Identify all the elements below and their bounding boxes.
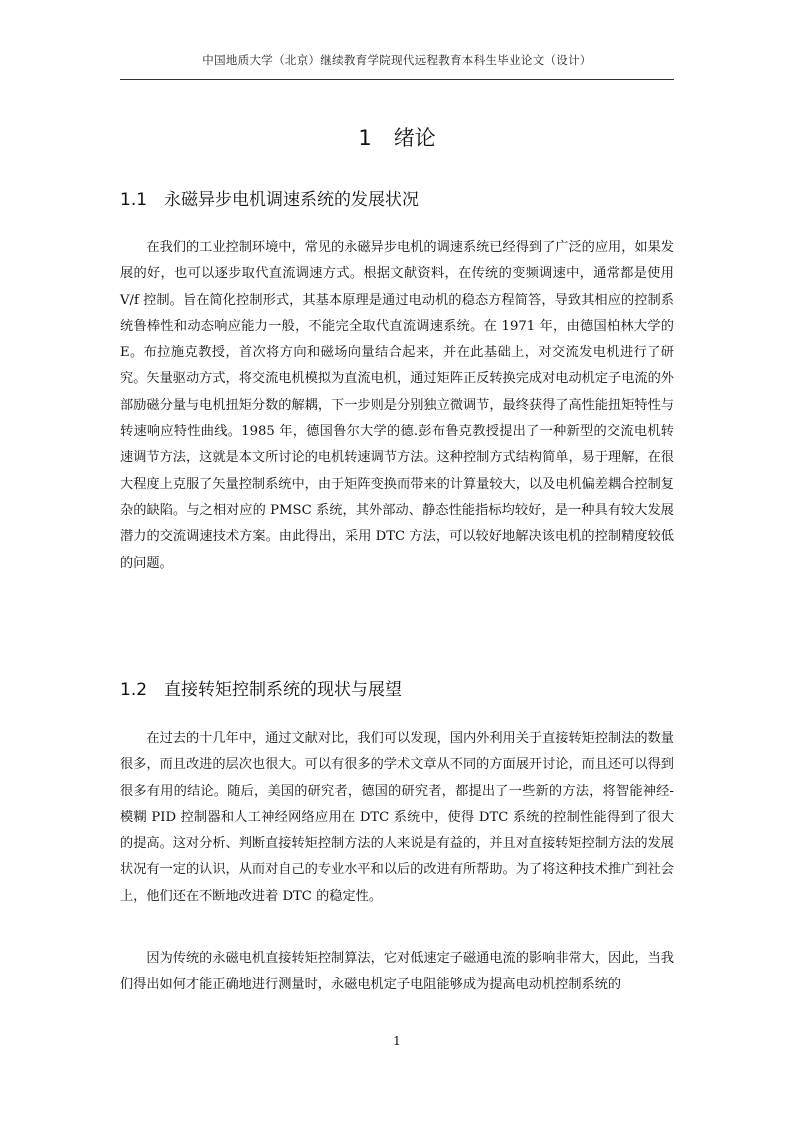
header-rule <box>120 79 674 80</box>
section-number: 1.2 <box>120 680 148 700</box>
section-heading-1-2 <box>120 675 402 700</box>
body-paragraph: 因为传统的永磁电机直接转矩控制算法，它对低速定子磁通电流的影响非常大，因此，当我们得出如何才能正确地进行测量时，永磁电机定子电阻能够成为提高电动机控制系统的 <box>120 951 674 993</box>
page-number: 1 <box>393 1034 401 1048</box>
section-number: 1.1 <box>120 190 148 210</box>
section-title-text: 直接转矩控制系统的现状与展望 <box>164 680 402 700</box>
section-title-text: 永磁异步电机调速系统的发展状况 <box>164 190 419 210</box>
chapter-number: 1 <box>358 126 372 150</box>
running-header: 中国地质大学（北京）继续教育学院现代远程教育本科生毕业论文（设计） <box>202 53 592 67</box>
section-heading-1-1 <box>120 185 419 210</box>
body-paragraph: 在我们的工业控制环境中，常见的永磁异步电机的调速系统已经得到了广泛的应用，如果发展的好，也可以逐步取代直流调速方式。根据文献资料，在传统的变频调速中，通常都是使用 V/f 控制。旨在简化控制形式，其基本原理是通过电动机的稳态方程简答，导致其相应的控制系统鲁棒性和动态响应能力一般，不能完全取代直流调速系统。在 1971 年，由德国柏林大学的 E。布拉施克教授，首次将方向和磁场向量结合起来，并在此基础上，对交流发电机进行了研究。矢量驱动方式，将交流电机模拟为直流电机，通过矩阵正反转换完成对电动机定子电流的外部励磁分量与电机扭矩分数的解耦，下一步则是分别独立微调节，最终获得了高性能扭矩特性与转速响应特性曲线。1985 年，德国鲁尔大学的德.彭布鲁克教授提出了一种新型的交流电机转速调节方法，这就是本文所讨论的电机转速调节方法。这种控制方式结构简单，易于理解，在很大程度上克服了矢量控制系统中，由于矩阵变换而带来的计算量较大，以及电机偏差耦合控制复杂的缺陷。与之相对应的 PMSC 系统，其外部动、静态性能指标均较好，是一种具有较大发展潜力的交流调速技术方案。由此得出，采用 DTC 方法，可以较好地解决该电机的控制精度较低的问题。 <box>120 240 674 571</box>
body-paragraph: 在过去的十几年中，通过文献对比，我们可以发现，国内外利用关于直接转矩控制法的数量很多，而且改进的层次也很大。可以有很多的学术文章从不同的方面展开讨论，而且还可以得到很多有用的结论。随后，美国的研究者，德国的研究者，都提出了一些新的方法，将智能神经-模糊 PID 控制器和人工神经网络应用在 DTC 系统中，使得 DTC 系统的控制性能得到了很大的提高。这对分析、判断直接转矩控制方法的人来说是有益的，并且对直接转矩控制方法的发展状况有一定的认识，从而对自己的专业水平和以后的改进有所帮助。为了将这种技术推广到社会上，他们还在不断地改进着 DTC 的稳定性。 <box>120 731 674 904</box>
chapter-title-text: 绪论 <box>393 126 436 150</box>
chapter-title <box>120 122 674 152</box>
